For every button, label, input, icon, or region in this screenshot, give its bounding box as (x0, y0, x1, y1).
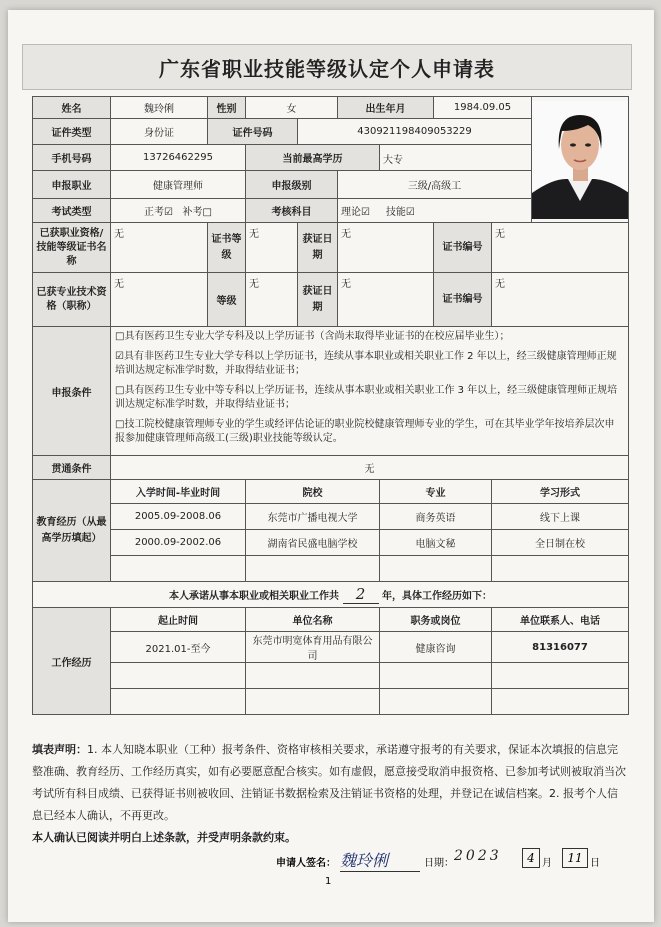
edu-header-major: 专业 (380, 480, 492, 504)
month-label: 月 (542, 858, 552, 869)
edu-row-major: 商务英语 (380, 504, 492, 530)
day-label: 日 (590, 858, 600, 869)
edu-row-mode: 全日制在校 (492, 530, 629, 556)
edu-row-empty (246, 556, 380, 582)
page-number: 1 (325, 876, 332, 887)
id-number-label: 证件号码 (208, 119, 298, 145)
date-year: 2023 (454, 848, 502, 864)
exam-makeup-checkbox: 补考□ (182, 207, 212, 218)
qual-obtained-label: 已获职业资格/技能等级证书名称 (33, 223, 111, 273)
pro-obtain-date-label: 获证日期 (298, 273, 338, 327)
work-row-empty (111, 663, 246, 689)
work-row-period: 2021.01-至今 (111, 632, 246, 663)
work-row-empty (380, 689, 492, 715)
transfer-label: 贯通条件 (33, 456, 111, 480)
pro-obtain-date-value: 无 (338, 273, 434, 327)
work-statement-pre: 本人承诺从事本职业或相关职业工作共 (169, 591, 340, 602)
work-row-position: 健康咨询 (380, 632, 492, 663)
name-value: 魏玲俐 (111, 97, 208, 119)
level-value: 三级/高级工 (338, 171, 532, 199)
work-row-company: 东莞市明宽体育用品有限公司 (246, 632, 380, 663)
edu-row-period: 2005.09-2008.06 (111, 504, 246, 530)
edu-row-school: 东莞市广播电视大学 (246, 504, 380, 530)
cert-no-value: 无 (492, 223, 629, 273)
work-row-empty (492, 689, 629, 715)
exam-subject-value (338, 199, 532, 223)
edu-row-empty (111, 556, 246, 582)
pro-title-label: 已获专业技术资格（职称） (33, 273, 111, 327)
edu-row-major: 电脑文秘 (380, 530, 492, 556)
photo-cell (532, 97, 629, 223)
edu-row-school: 湖南省民盛电脑学校 (246, 530, 380, 556)
gender-label: 性别 (208, 97, 246, 119)
edu-header-school: 院校 (246, 480, 380, 504)
conditions-list (111, 327, 629, 456)
work-header-period: 起止时间 (111, 608, 246, 632)
work-row-empty (246, 689, 380, 715)
portrait-image (532, 101, 628, 219)
exam-regular-checkbox: 正考☑ (144, 207, 173, 218)
work-row-empty (111, 689, 246, 715)
id-number-value: 430921198409053229 (298, 119, 532, 145)
occupation-label: 申报职业 (33, 171, 111, 199)
qual-obtained-value: 无 (111, 223, 208, 273)
exam-type-value (111, 199, 246, 223)
edu-header-period: 入学时间-毕业时间 (111, 480, 246, 504)
signature-row (32, 848, 628, 876)
work-statement (33, 582, 629, 608)
grade-label: 等级 (208, 273, 246, 327)
level-label: 申报级别 (246, 171, 338, 199)
condition-item: □具有医药卫生专业大学专科及以上学历证书（含尚未取得毕业证书的在校应届毕业生）； (115, 331, 510, 342)
declaration-confirm: 本人确认已阅读并明白上述条款，并受声明条款约束。 (32, 831, 296, 844)
form-title: 广东省职业技能等级认定个人申请表 (159, 56, 495, 81)
gender-value: 女 (246, 97, 338, 119)
edu-header-mode: 学习形式 (492, 480, 629, 504)
obtain-date-value: 无 (338, 223, 434, 273)
birth-value: 1984.09.05 (434, 97, 532, 119)
exam-type-label: 考试类型 (33, 199, 111, 223)
id-type-label: 证件类型 (33, 119, 111, 145)
work-years: 2 (343, 585, 379, 604)
work-row-contact: 81316077 (492, 632, 629, 663)
work-header-position: 职务或岗位 (380, 608, 492, 632)
edu-history-label: 教育经历（从最高学历填起） (33, 480, 111, 582)
declaration-heading: 填表声明： (32, 743, 87, 756)
pro-cert-no-value: 无 (492, 273, 629, 327)
signature: 魏玲俐 (340, 848, 420, 872)
phone-value: 13726462295 (111, 145, 246, 171)
pro-cert-no-label: 证书编号 (434, 273, 492, 327)
edu-row-empty (380, 556, 492, 582)
condition-item: ☑具有非医药卫生专业大学专科以上学历证书，连续从事本职业或相关职业工作 2 年以上，经三级健康管理师正规培训达规定标准学时数，并取得结业证书； (115, 351, 617, 376)
work-statement-post: 年，具体工作经历如下： (381, 591, 492, 602)
work-header-contact: 单位联系人、电话 (492, 608, 629, 632)
sign-label: 申请人签名： (276, 858, 336, 869)
date-label: 日期： (424, 858, 454, 869)
education-value: 大专 (380, 145, 532, 171)
declaration-text: 1. 本人知晓本职业（工种）报考条件、资格审核相关要求，承诺遵守报考的有关要求，保证本次填报的信息完整准确、教育经历、工作经历真实，如有必要愿意配合核实。如有虚假，愿意接受取消申报资格、已参加考试则被取消当次考试所有科目成绩、已获得证书则被收回、注销证书数据检索及注销证书资格的处理，并登记在诚信档案。2. 报考个人信息已经本人确认，不再更改。 (32, 743, 626, 822)
cert-no-label: 证书编号 (434, 223, 492, 273)
conditions-label: 申报条件 (33, 327, 111, 456)
cert-level-value: 无 (246, 223, 298, 273)
work-row-empty (246, 663, 380, 689)
pro-title-value: 无 (111, 273, 208, 327)
work-row-empty (492, 663, 629, 689)
education-label: 当前最高学历 (246, 145, 380, 171)
date-month: 4 (522, 848, 540, 868)
cert-level-label: 证书等级 (208, 223, 246, 273)
exam-subject-label: 考核科目 (246, 199, 338, 223)
edu-row-mode: 线下上课 (492, 504, 629, 530)
subject-skill-checkbox: 技能☑ (385, 207, 415, 218)
work-history-label: 工作经历 (33, 608, 111, 715)
grade-value: 无 (246, 273, 298, 327)
title-bar (22, 44, 632, 90)
application-table (32, 96, 629, 715)
name-label: 姓名 (33, 97, 111, 119)
id-type-value: 身份证 (111, 119, 208, 145)
date-day: 11 (562, 848, 588, 868)
condition-item: □具有医药卫生专业中等专科以上学历证书，连续从事本职业或相关职业工作 3 年以上，经三级健康管理师正规培训达规定标准学时数，并取得结业证书； (115, 385, 618, 410)
phone-label: 手机号码 (33, 145, 111, 171)
edu-row-period: 2000.09-2002.06 (111, 530, 246, 556)
subject-theory-checkbox: 理论☑ (341, 207, 370, 218)
obtain-date-label: 获证日期 (298, 223, 338, 273)
edu-row-empty (492, 556, 629, 582)
applicant-photo (532, 101, 628, 219)
work-row-empty (380, 663, 492, 689)
condition-item: □技工院校健康管理师专业的学生或经评估论证的职业院校健康管理师专业的学生，可在其毕业学年按培养层次申报参加健康管理师高级工(三级)职业技能等级认定。 (115, 419, 615, 444)
work-header-company: 单位名称 (246, 608, 380, 632)
occupation-value: 健康管理师 (111, 171, 246, 199)
birth-label: 出生年月 (338, 97, 434, 119)
declaration (32, 739, 628, 849)
transfer-value: 无 (111, 456, 629, 480)
